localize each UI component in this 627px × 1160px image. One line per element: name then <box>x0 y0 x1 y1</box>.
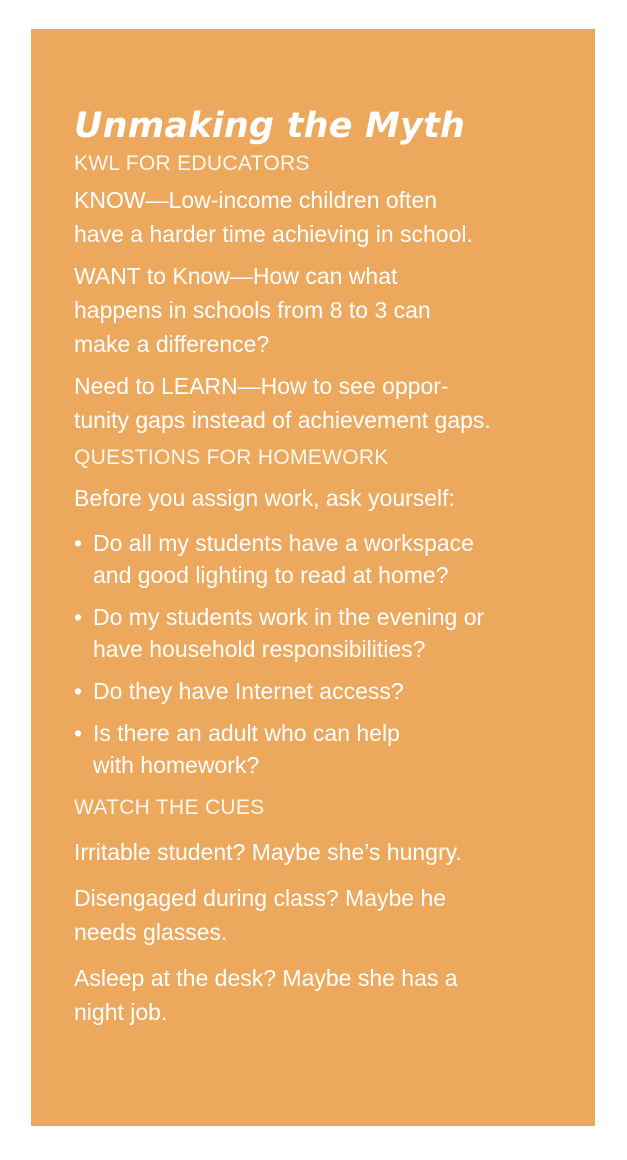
question-line: with homework? <box>93 752 260 778</box>
question-line: have household responsibilities? <box>93 636 426 662</box>
cue-line: Irritable student? Maybe she’s hungry. <box>74 839 462 865</box>
question-line: Is there an adult who can help <box>93 720 400 746</box>
learn-paragraph <box>74 369 575 437</box>
know-paragraph <box>74 183 575 251</box>
bullet-icon: • <box>74 530 83 556</box>
question-line: Do my students work in the evening or <box>93 604 485 630</box>
cue-paragraph <box>74 961 575 1029</box>
want-line: happens in schools from 8 to 3 can <box>74 297 431 323</box>
cue-line: Asleep at the desk? Maybe she has a <box>74 965 458 991</box>
learn-line: Need to LEARN—How to see oppor- <box>74 373 449 399</box>
homework-heading: QUESTIONS FOR HOMEWORK <box>74 446 389 469</box>
bullet-icon: • <box>74 720 83 746</box>
sidebar-panel <box>31 29 595 1126</box>
homework-intro: Before you assign work, ask yourself: <box>74 485 455 511</box>
cue-line: Disengaged during class? Maybe he <box>74 885 447 911</box>
know-line: KNOW—Low-income children often <box>74 187 438 213</box>
kwl-heading: KWL FOR EDUCATORS <box>74 152 310 175</box>
cue-line: needs glasses. <box>74 919 228 945</box>
question-line: Do they have Internet access? <box>93 678 404 704</box>
list-item <box>74 527 575 591</box>
cue-paragraph <box>74 881 575 949</box>
cue-line: night job. <box>74 999 168 1025</box>
cue-paragraph <box>74 835 575 869</box>
bullet-icon: • <box>74 604 83 630</box>
list-item <box>74 601 575 665</box>
learn-line: tunity gaps instead of achievement gaps. <box>74 407 491 433</box>
want-line: make a difference? <box>74 331 270 357</box>
bullet-icon: • <box>74 678 83 704</box>
list-item <box>74 675 575 707</box>
question-line: and good lighting to read at home? <box>93 562 449 588</box>
question-line: Do all my students have a workspace <box>93 530 474 556</box>
list-item <box>74 717 575 781</box>
want-paragraph <box>74 259 575 361</box>
cues-heading: WATCH THE CUES <box>74 796 265 819</box>
know-line: have a harder time achieving in school. <box>74 221 473 247</box>
homework-question-list <box>74 527 575 781</box>
panel-title: Unmaking the Myth <box>74 106 466 146</box>
want-line: WANT to Know—How can what <box>74 263 398 289</box>
